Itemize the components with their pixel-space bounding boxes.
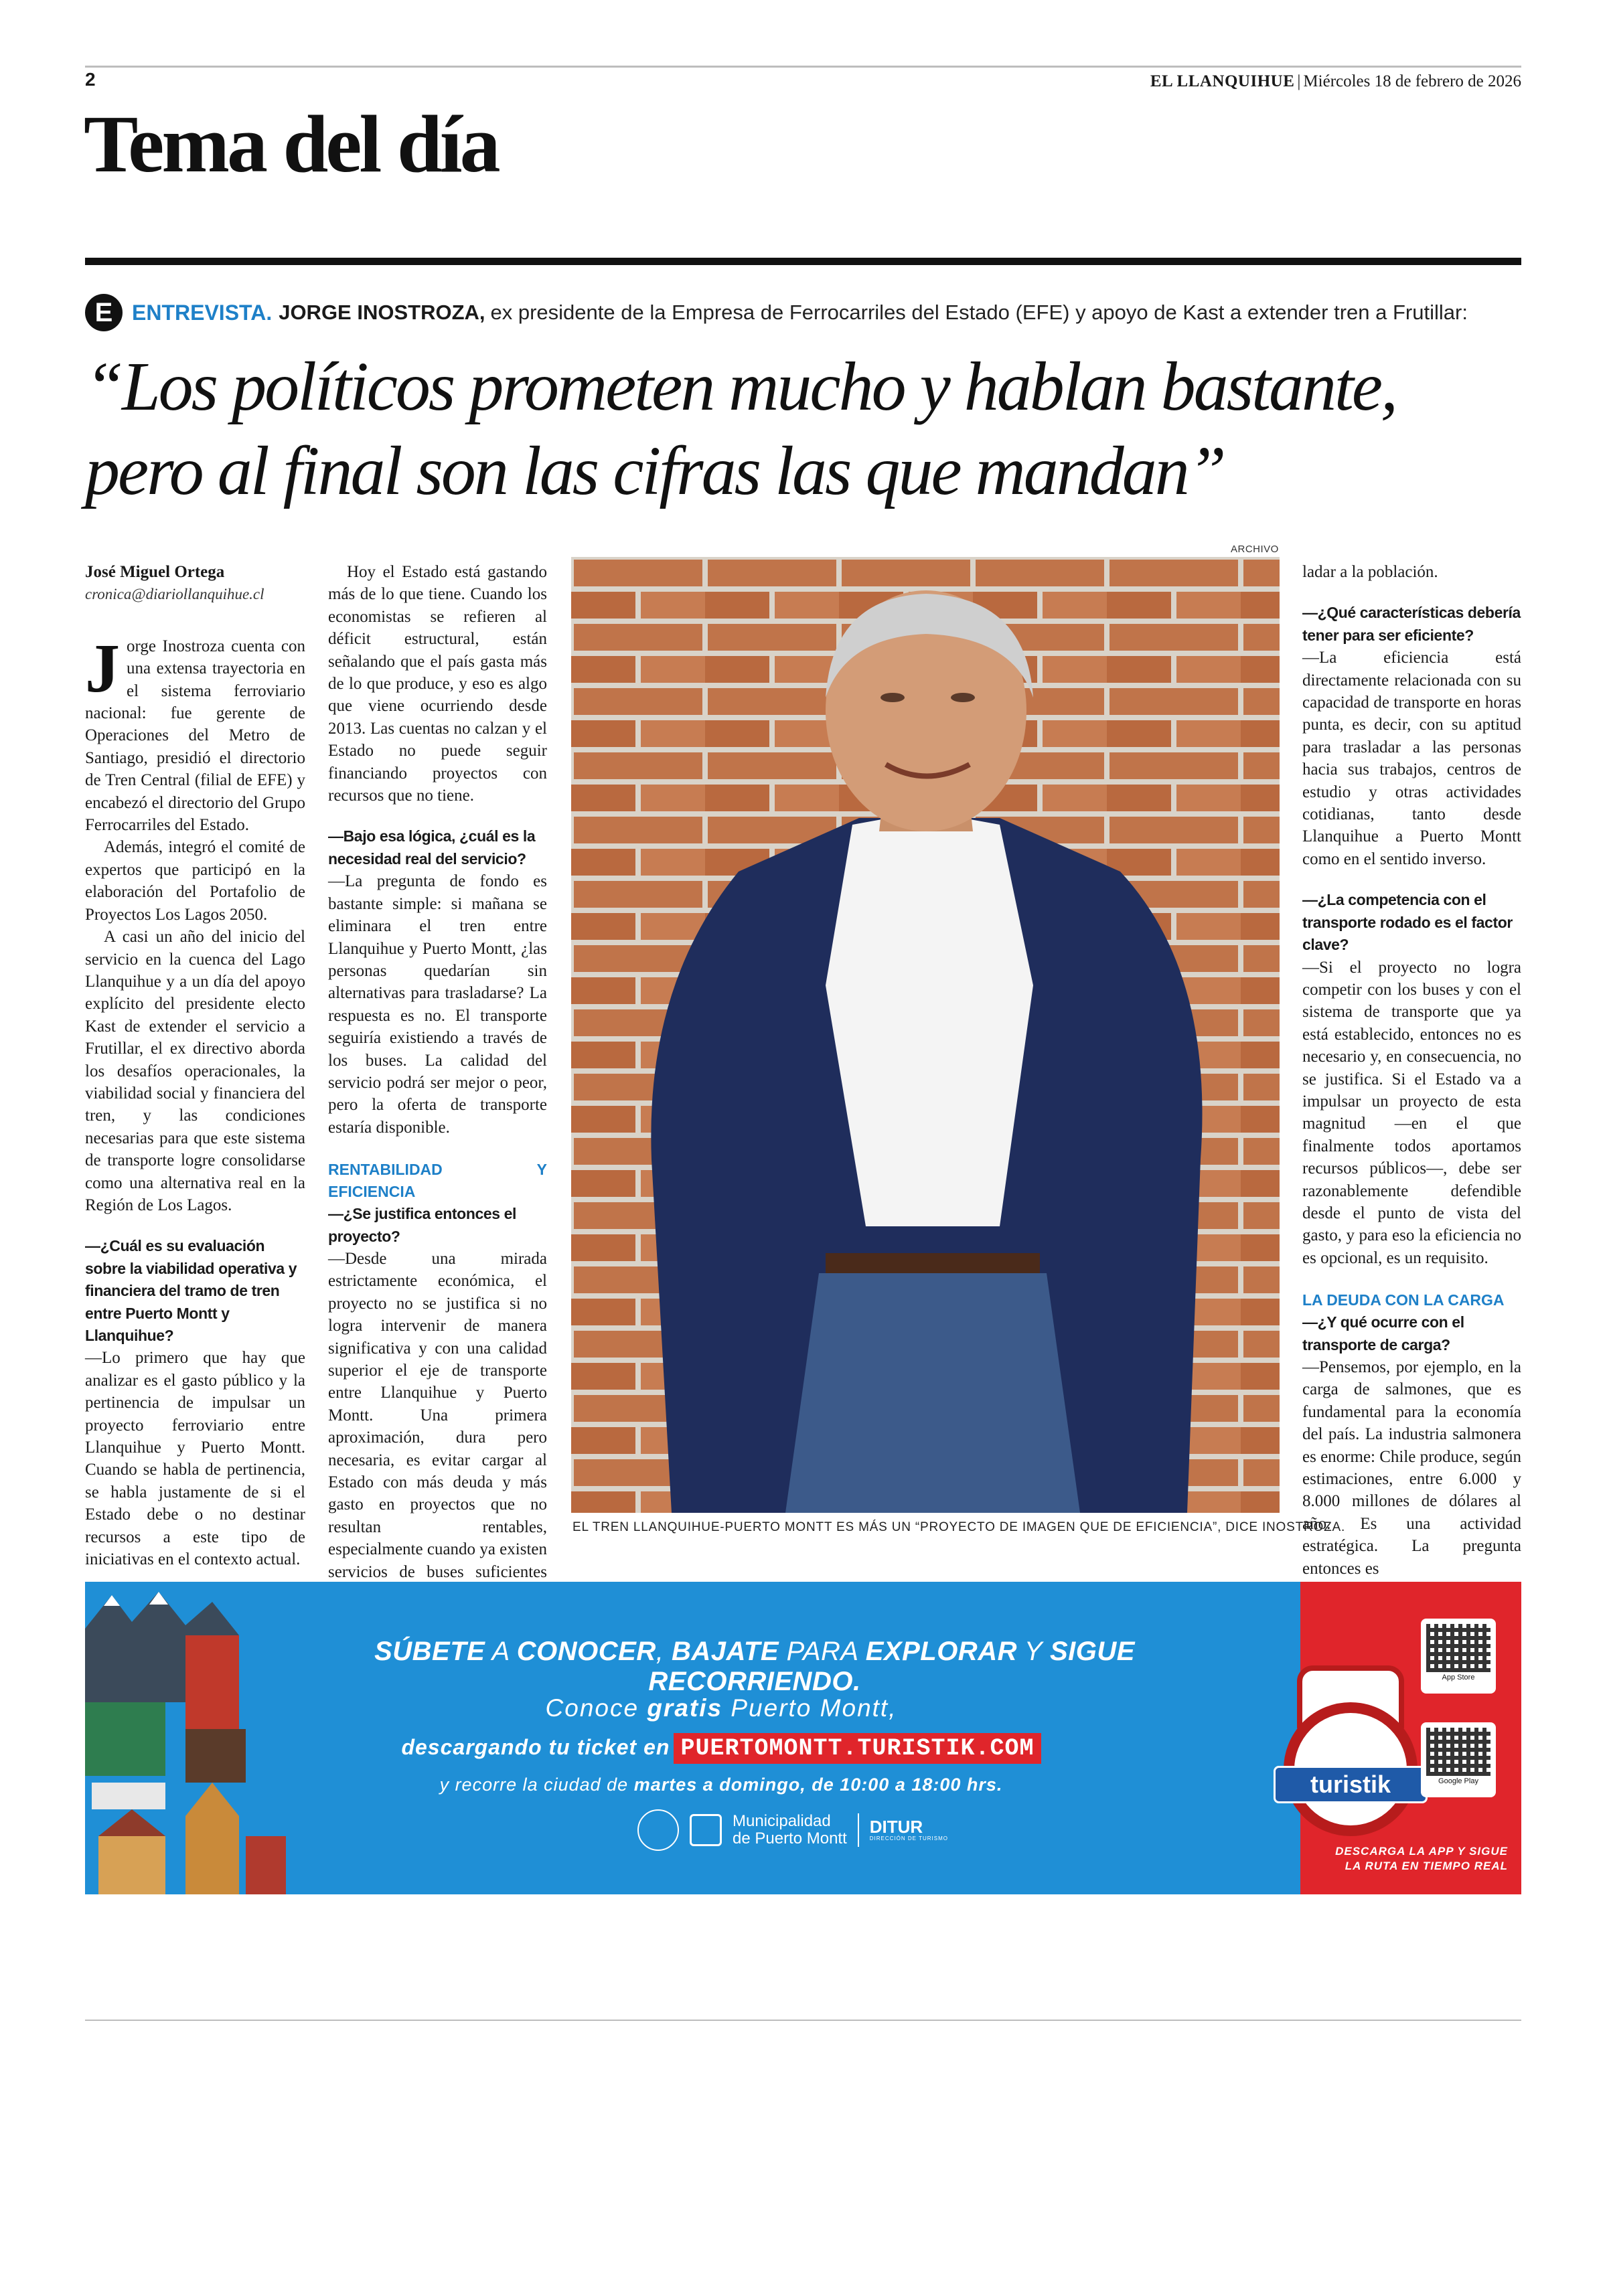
column-2: [328, 561, 547, 1605]
ad-url-link[interactable]: PUERTOMONTT.TURISTIK.COM: [674, 1733, 1041, 1764]
logo-divider: [858, 1813, 859, 1847]
qr-code-app-store[interactable]: [1421, 1619, 1496, 1694]
page-number: 2: [85, 69, 96, 90]
ad-schedule: y recorre la ciudad de martes a domingo, de 10:00 a 18:00 hrs.: [439, 1775, 1003, 1795]
newspaper-name: EL LLANQUIHUE: [1150, 72, 1295, 90]
paragraph: ladar a la población.: [1302, 563, 1438, 581]
answer: —Si el proyecto no logra competir con los buses y con el sistema de transporte que ya está establecido, entonces no es necesario y, en consecuencia, no se justifica. Si el Estado va a impulsar un proyecto de esta magnitud —en el que finalmente todos aportamos recursos públicos—, debe ser razonablemente defendible desde el punto de vista del gasto, y para eso la eficiencia no es opcional, es un requisito.: [1302, 958, 1521, 1267]
question: —¿Qué características debería tener para ser eficiente?: [1302, 604, 1521, 644]
sponsor-logos: [637, 1809, 948, 1851]
intro-paragraph: Jorge Inostroza cuenta con una extensa trayectoria en el sistema ferroviario nacional: fue gerente de Operaciones del Metro de Santiago, presidió el directorio de Tren Central (filial de EFE) y encabezó el directorio del Grupo Ferrocarriles del Estado.: [85, 629, 305, 835]
question: —¿Se justifica entonces el proyecto?: [328, 1205, 517, 1245]
kicker: [85, 293, 1468, 333]
question: —¿Cuál es su evaluación sobre la viabilidad operativa y financiera del tramo de tren entre Puerto Montt y Llanquihue?: [85, 1237, 297, 1344]
answer: —Desde una mirada estrictamente económica, el proyecto no se justifica si no logra intervenir de manera significativa y con una calidad superior el eje de transporte entre Llanquihue y Puerto Montt. Una primera aproximación, dura pero necesaria, es evitar cargar al Estado con más deuda y más gasto en proyectos que no resultan rentables, especialmente cuando ya existen servicios de buses suficientes: [328, 1249, 547, 1581]
photo-credit: ARCHIVO: [1231, 544, 1279, 555]
subheading: LA DEUDA CON LA CARGA: [1302, 1291, 1505, 1309]
column-4: [1302, 561, 1521, 1580]
photo-caption: EL TREN LLANQUIHUE-PUERTO MONTT ES MÁS UN “PROYECTO DE IMAGEN QUE DE EFICIENCIA”, DICE INOSTROZA.: [572, 1520, 1346, 1534]
paragraph: Además, integró el comité de expertos que participó en la elaboración del Portafolio de Proyectos Los Lagos 2050.: [85, 838, 305, 924]
headline-line-1: “Los políticos prometen mucho y hablan bastante,: [85, 348, 1397, 425]
google-play-label: Google Play: [1438, 1777, 1478, 1785]
municipal-seal-icon: [637, 1809, 679, 1851]
paragraph: A casi un año del inicio del servicio en la cuenca del Lago Llanquihue y a un día del apoyo explícito del presidente electo Kast de extender el servicio a Frutillar, el ex directivo aborda los desafíos operacionales, la viabilidad social y financiera del tren, y las condiciones necesarias para que este sistema de transporte logre consolidarse como una alternativa real en la Región de Los Lagos.: [85, 928, 305, 1214]
brand-badge: turistik: [1274, 1766, 1428, 1803]
subheading: RENTABILIDAD Y EFICIENCIA: [328, 1161, 547, 1201]
masthead: [1150, 72, 1521, 91]
town-illustration: [85, 1582, 286, 1894]
portrait-photo: [571, 557, 1280, 1513]
answer: —Lo primero que hay que analizar es el gasto público y la pertinencia de impulsar un proyecto ferroviario entre Llanquihue y Puerto Montt. Cuando se habla de pertinencia, se habla justamente de si el Estado debe o no destinar recursos a este tipo de iniciativas en el contexto actual.: [85, 1349, 305, 1569]
turistik-advertisement[interactable]: [85, 1582, 1521, 1894]
headline-line-2: pero al final son las cifras las que mandan”: [85, 432, 1225, 509]
ad-offer: Conoce gratis Puerto Montt,: [545, 1694, 897, 1722]
column-1: [85, 561, 305, 1570]
byline-author: José Miguel Ortega: [85, 563, 225, 581]
qr-code-google-play[interactable]: [1421, 1722, 1496, 1797]
kicker-label: ENTREVISTA.: [132, 300, 273, 325]
app-store-label: App Store: [1442, 1673, 1475, 1682]
answer: —La pregunta de fondo es bastante simple: si mañana se eliminara el tren entre Llanquihue y Puerto Montt, ¿las personas quedarían sin alternativas para trasladarse? La respuesta es no. El transporte seguiría existiendo a través de los buses. La calidad del servicio podrá ser mejor o peor, pero la oferta de transporte estaría disponible.: [328, 872, 547, 1137]
issue-date: Miércoles 18 de febrero de 2026: [1303, 72, 1521, 90]
interview-badge: E: [85, 294, 123, 331]
byline-email[interactable]: cronica@diariollanquihue.cl: [85, 586, 264, 603]
municipality-name: Municipalidad de Puerto Montt: [733, 1812, 847, 1848]
paragraph: Hoy el Estado está gastando más de lo que tiene. Cuando los economistas se refieren al déficit estructural, están señalando que el país gasta más de lo que produce, y eso es algo que viene ocurriendo desde 2013. Las cuentas no calzan y el Estado no puede seguir financiando proyectos con recursos que no tiene.: [328, 563, 547, 805]
municipality-icon: [690, 1814, 722, 1846]
question: —¿La competencia con el transporte rodado es el factor clave?: [1302, 891, 1513, 954]
section-rule: [85, 258, 1521, 265]
question: —¿Y qué ocurre con el transporte de carga?: [1302, 1313, 1464, 1354]
drop-cap: J: [85, 629, 120, 707]
question: —Bajo esa lógica, ¿cuál es la necesidad real del servicio?: [328, 827, 536, 868]
kicker-description: ex presidente de la Empresa de Ferrocarriles del Estado (EFE) y apoyo de Kast a extender tren a Frutillar:: [490, 301, 1468, 324]
top-rule: [85, 66, 1521, 68]
masthead-separator: |: [1297, 72, 1301, 90]
answer: —La eficiencia está directamente relacionada con su capacidad de transporte en horas punta, es decir, con su aptitud para trasladar a las personas hacia sus trabajos, centros de estudio y otras actividades cotidianas, tanto desde Llanquihue a Puerto Montt como en el sentido inverso.: [1302, 649, 1521, 868]
ad-download: descargando tu ticket en PUERTOMONTT.TURISTIK.COM: [293, 1733, 1150, 1764]
answer: —Pensemos, por ejemplo, en la carga de salmones, que es fundamental para la economía del país. La industria salmonera es enorme: Chile produce, según estimaciones, entre 6.000 y 8.000 millones de dólares al año. Es una actividad estratégica. La pregunta entonces es: [1302, 1358, 1521, 1578]
ad-slogan: SÚBETE A CONOCER, BAJATE PARA EXPLORAR Y SIGUE RECORRIENDO.: [374, 1637, 1135, 1696]
section-title: Tema del día: [84, 99, 498, 189]
headline: [85, 345, 1531, 513]
ditur-logo: DITUR DIRECCIÓN DE TURISMO: [869, 1817, 948, 1841]
kicker-name: JORGE INOSTROZA,: [279, 301, 485, 324]
ad-footer: DESCARGA LA APP Y SIGUE LA RUTA EN TIEMPO REAL: [1335, 1845, 1508, 1872]
bottom-rule: [85, 2020, 1521, 2021]
